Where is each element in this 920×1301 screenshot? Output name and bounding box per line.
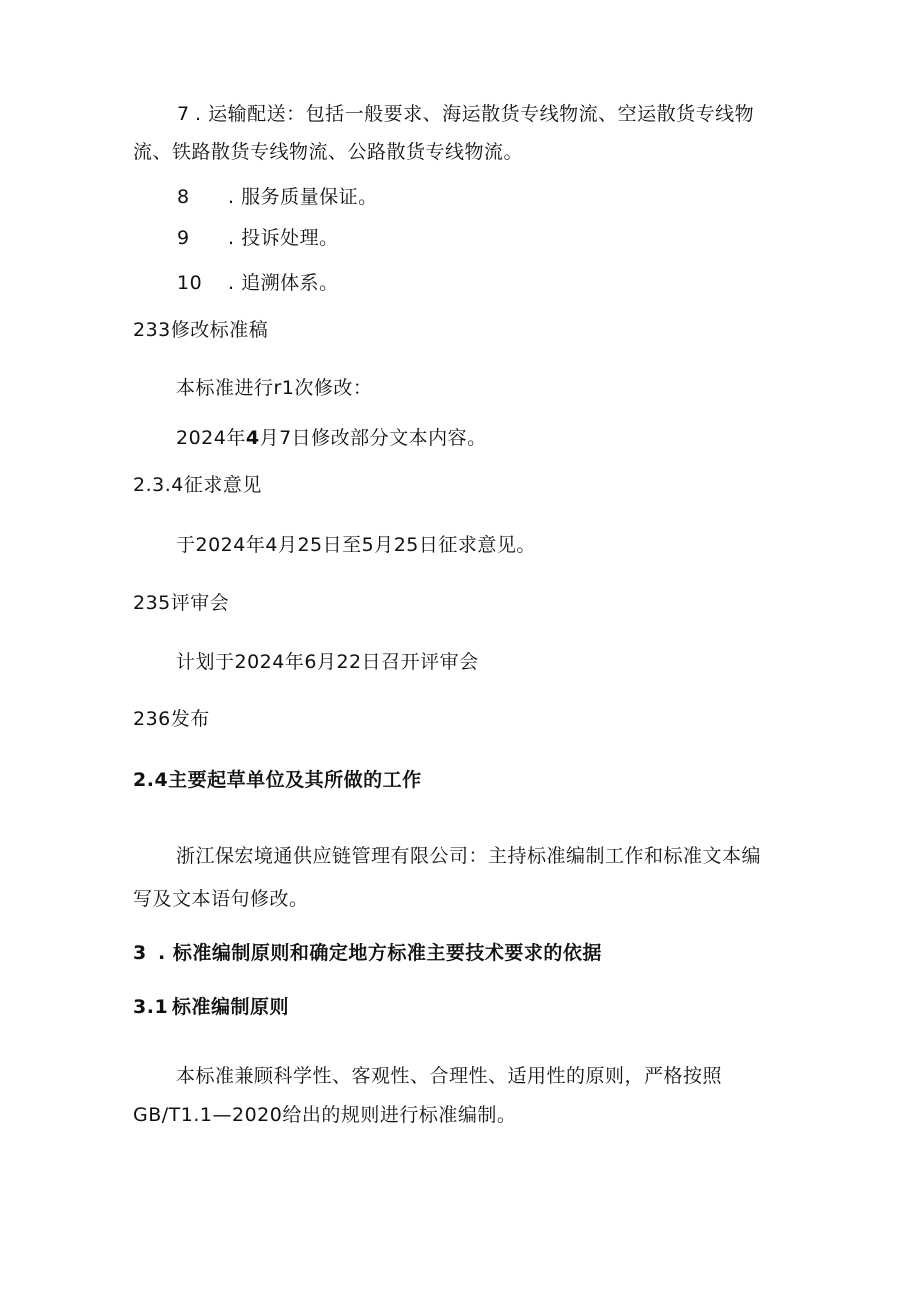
section-heading: 233修改标准稿 — [133, 319, 269, 341]
paragraph: 本标准进行r1次修改： — [176, 377, 373, 399]
list-number: 10 — [177, 272, 203, 294]
list-number: 9 — [177, 227, 190, 249]
list-number: 7 — [177, 103, 190, 125]
section-heading: 235评审会 — [133, 592, 230, 614]
list-item-text: . 追溯体系。 — [228, 272, 339, 294]
list-item-continuation: 流、铁路散货专线物流、公路散货专线物流。 — [133, 141, 524, 163]
section-heading: 2.4主要起草单位及其所做的工作 — [133, 769, 422, 791]
paragraph: 计划于2024年6月22日召开评审会 — [176, 651, 479, 673]
section-number: 3.1 — [133, 996, 169, 1018]
paragraph-continuation: 写及文本语句修改。 — [133, 888, 309, 910]
section-number: 3 — [133, 942, 147, 964]
paragraph-continuation: GB/T1.1—2020给出的规则进行标准编制。 — [133, 1104, 517, 1126]
section-heading: 236发布 — [133, 708, 210, 730]
paragraph: 本标准兼顾科学性、客观性、合理性、适用性的原则，严格按照 — [176, 1065, 723, 1087]
paragraph — [176, 425, 487, 451]
list-item-text: . 运输配送：包括一般要求、海运散货专线物流、空运散货专线物 — [195, 103, 755, 125]
section-heading: 2.3.4征求意见 — [133, 474, 262, 496]
list-item-text: . 服务质量保证。 — [228, 186, 378, 208]
list-number: 8 — [177, 186, 190, 208]
section-heading: . 标准编制原则和确定地方标准主要技术要求的依据 — [158, 942, 602, 964]
paragraph-bold-part: 4 — [245, 427, 260, 449]
paragraph-part: 2024年 — [176, 427, 246, 449]
section-heading: 标准编制原则 — [172, 996, 290, 1018]
list-item-text: . 投诉处理。 — [228, 227, 339, 249]
paragraph-part: 月7日修改部分文本内容。 — [259, 427, 487, 449]
paragraph: 浙江保宏境通供应链管理有限公司：主持标准编制工作和标准文本编 — [176, 845, 762, 867]
paragraph: 于2024年4月25日至5月25日征求意见。 — [176, 534, 536, 556]
